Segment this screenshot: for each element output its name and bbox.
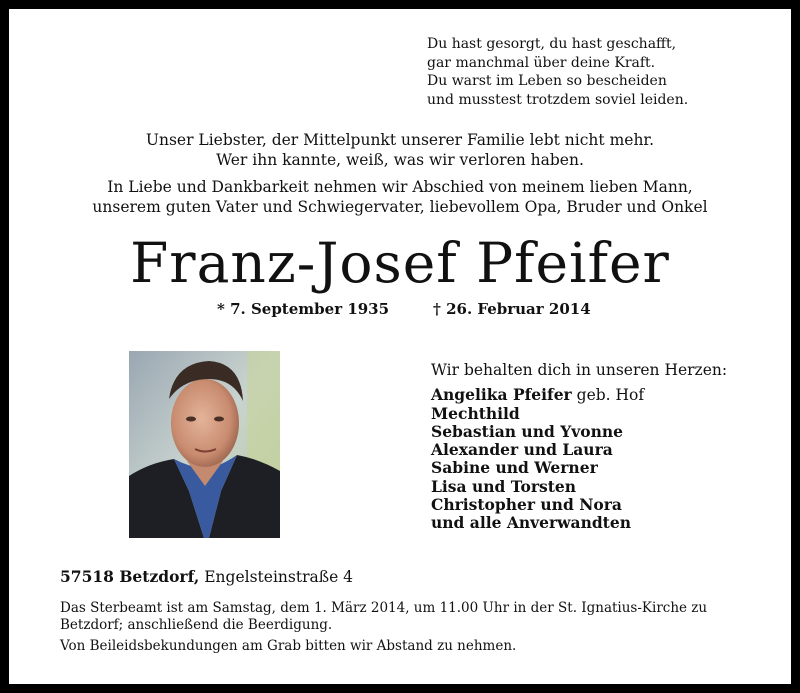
portrait-photo [129, 351, 280, 538]
family-list [431, 361, 727, 533]
family-member: Sebastian und Yvonne [431, 421, 624, 441]
family-member: Sabine und Werner [431, 458, 598, 478]
family-member: Lisa und Torsten [431, 476, 577, 496]
intro-text [0, 130, 800, 170]
poem-line: Du warst im Leben so bescheiden [427, 73, 667, 89]
death-date: † 26. Februar 2014 [433, 300, 591, 318]
family-member: und alle Anverwandten [431, 513, 631, 533]
poem-line: und musstest trotzdem soviel leiden. [427, 91, 689, 108]
poem-line: gar manchmal über deine Kraft. [427, 54, 656, 71]
poem [427, 35, 688, 109]
farewell-text [0, 177, 800, 217]
poem-line: Du hast gesorgt, du hast geschafft, [427, 36, 677, 52]
maiden-name-note: geb. Hof [571, 386, 645, 405]
family-member: Christopher und Nora [431, 495, 622, 515]
family-member: Mechthild [431, 403, 520, 423]
intro-line: Wer ihn kannte, weiß, was wir verloren haben. [216, 151, 584, 169]
family-intro: Wir behalten dich in unseren Herzen: [431, 361, 728, 379]
birth-date: * 7. September 1935 [217, 300, 390, 318]
address-city: 57518 Betzdorf, [60, 567, 200, 586]
family-member [431, 386, 727, 404]
address-street: Engelsteinstraße 4 [199, 568, 354, 586]
intro-line: Unser Liebster, der Mittelpunkt unserer Familie lebt nicht mehr. [145, 131, 655, 149]
family-member-name: Angelika Pfeifer [431, 385, 572, 405]
address [60, 567, 353, 586]
family-member: Alexander und Laura [431, 440, 613, 460]
condolence-notice: Von Beileidsbekundungen am Grab bitten wir Abstand zu nehmen. [60, 638, 517, 654]
deceased-name: Franz-Josef Pfeifer [130, 231, 670, 295]
farewell-line: In Liebe und Dankbarkeit nehmen wir Abschied von meinem lieben Mann, [107, 178, 693, 196]
funeral-notice: Das Sterbeamt ist am Samstag, dem 1. März 2014, um 11.00 Uhr in der St. Ignatius-Kirche zu Betzdorf; anschließend die Beerdigung. [60, 600, 708, 633]
farewell-line: unserem guten Vater und Schwiegervater, liebevollem Opa, Bruder und Onkel [92, 198, 708, 216]
